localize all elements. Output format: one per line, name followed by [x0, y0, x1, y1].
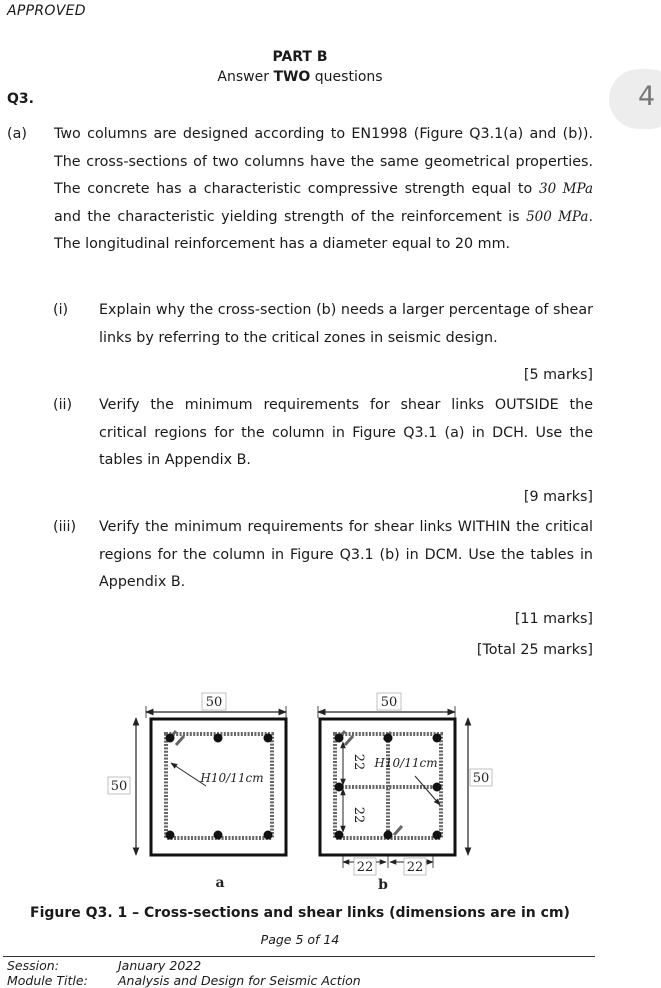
- module-value: Analysis and Design for Seismic Action: [118, 973, 361, 988]
- total-marks: [Total 25 marks]: [476, 642, 593, 658]
- part-heading: PART B: [272, 49, 328, 65]
- section-b: [318, 693, 492, 893]
- question-number: Q3.: [7, 91, 34, 107]
- sub-iii-marks: [11 marks]: [514, 611, 593, 627]
- session-label: Session:: [7, 958, 59, 973]
- sub-ii-label: (ii): [53, 397, 73, 413]
- part-a-text: Two columns are designed according to EN1998 (Figure Q3.1(a) and (b)). The cross-sections of two columns have the same geometrical properties. The concrete has a characteristic compressive strength equal to 30 MPa and the characteristic yielding strength of the reinforcement is 500 MPa. The longitudinal reinforcement has a diameter equal to 20 mm.: [54, 126, 593, 253]
- a-height-dim: 50: [110, 779, 128, 794]
- b-link-label: H10/11cm: [374, 756, 438, 770]
- sub-iii-text: Verify the minimum requirements for shear links WITHIN the critical regions for the column in Figure Q3.1 (b) in DCM. Use the tables in Appendix B.: [99, 519, 593, 591]
- b-hdim-left: 22: [356, 860, 374, 875]
- math-strength: 30 MPa: [539, 181, 593, 198]
- math-yield: 500 MPa: [526, 208, 589, 225]
- figure-caption: Figure Q3. 1 – Cross-sections and shear links (dimensions are in cm): [30, 905, 570, 921]
- sub-iii-label: (iii): [53, 519, 77, 535]
- approved-stamp: APPROVED: [7, 3, 86, 19]
- b-vdim-bottom: 22: [351, 806, 366, 824]
- sub-i-marks: [5 marks]: [523, 367, 593, 383]
- b-vdim-top: 22: [351, 753, 366, 771]
- a-label: a: [215, 875, 225, 891]
- cross-section-figure: [0, 680, 661, 900]
- module-label: Module Title:: [7, 973, 88, 988]
- a-width-dim: 50: [205, 695, 223, 710]
- b-hdim-right: 22: [406, 860, 424, 875]
- b-width-dim: 50: [380, 695, 398, 710]
- part-a-label: (a): [7, 126, 27, 142]
- sub-i-label: (i): [53, 302, 69, 318]
- session-value: January 2022: [118, 958, 202, 973]
- sub-i-text: Explain why the cross-section (b) needs a larger percentage of shear links by referring to the critical zones in seismic design.: [99, 302, 593, 346]
- footer-rule: [3, 956, 595, 957]
- b-height-dim: 50: [472, 771, 490, 786]
- answer-instruction: Answer TWO questions: [217, 69, 383, 85]
- a-link-label: H10/11cm: [200, 771, 264, 785]
- page-tab: 4: [609, 69, 661, 129]
- b-label: b: [378, 877, 388, 893]
- sub-ii-text: Verify the minimum requirements for shear links OUTSIDE the critical regions for the column in Figure Q3.1 (a) in DCH. Use the tables in Appendix B.: [99, 397, 593, 469]
- section-a: [108, 693, 286, 891]
- sub-ii-marks: [9 marks]: [523, 489, 593, 505]
- page-number: Page 5 of 14: [260, 932, 340, 947]
